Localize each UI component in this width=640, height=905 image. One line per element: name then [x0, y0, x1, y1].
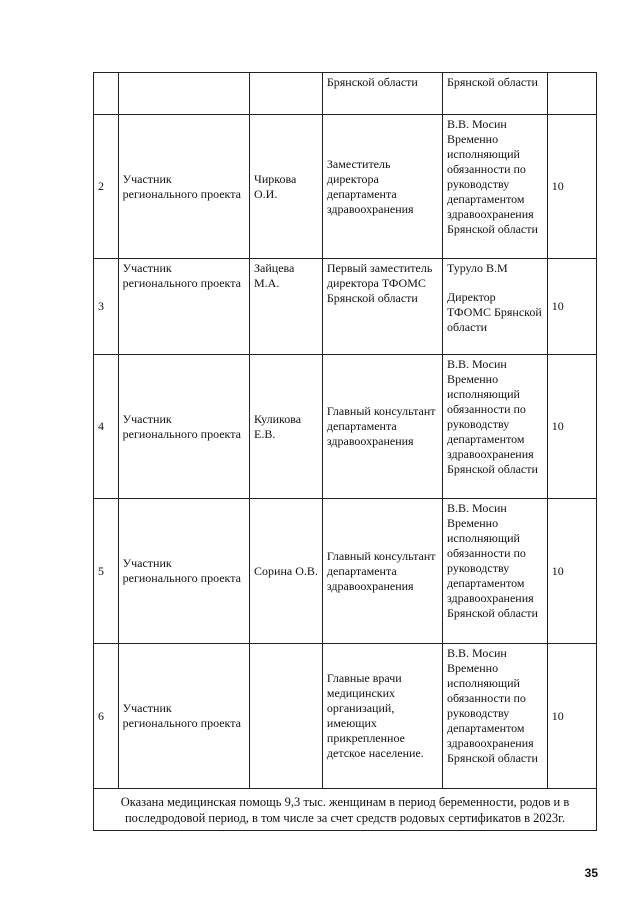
summary-text: Оказана медицинская помощь 9,3 тыс. женщинам в период беременности, родов и в последродовой период, в том числе за счет средств родовых сертификатов в 2023г. [94, 789, 597, 831]
results-table [93, 72, 597, 831]
page-number: 35 [584, 866, 598, 880]
cell-name: Зайцева М.А. [250, 259, 323, 355]
cell-score: 10 [547, 355, 596, 499]
cell-role: Участник регионального проекта [118, 644, 249, 789]
cell-name: Сорина О.В. [250, 499, 323, 644]
cell-num: 3 [94, 259, 119, 355]
cell-num: 5 [94, 499, 119, 644]
cell-num [94, 73, 119, 115]
cell-name [250, 73, 323, 115]
cell-position: Заместитель директора департамента здравоохранения [322, 115, 442, 259]
supervisor-name: В.В. Мосин [446, 357, 507, 371]
cell-role: Участник регионального проекта [118, 355, 249, 499]
table-row [94, 499, 597, 644]
cell-supervisor [442, 355, 547, 499]
cell-supervisor [442, 259, 547, 355]
supervisor-name: В.В. Мосин [446, 117, 507, 131]
supervisor-name: В.В. Мосин [446, 501, 507, 515]
cell-position: Первый заместитель директора ТФОМС Брянской области [322, 259, 442, 355]
cell-name [250, 644, 323, 789]
cell-name: Чиркова О.И. [250, 115, 323, 259]
cell-position: Главный консультант департамента здравоохранения [322, 355, 442, 499]
cell-num: 6 [94, 644, 119, 789]
cell-supervisor [442, 644, 547, 789]
cell-num: 4 [94, 355, 119, 499]
cell-position: Главные врачи медицинских организаций, имеющих прикрепленное детское население. [322, 644, 442, 789]
supervisor-title: Временно исполняющий обязанности по руководству департаментом здравоохранения Брянской области [446, 372, 538, 476]
cell-name: Куликова Е.В. [250, 355, 323, 499]
cell-role: Участник регионального проекта [118, 259, 249, 355]
summary-row [94, 789, 597, 831]
cell-score [547, 73, 596, 115]
cell-score: 10 [547, 115, 596, 259]
cell-supervisor: Брянской области [442, 73, 547, 115]
supervisor-title: Временно исполняющий обязанности по руководству департаментом здравоохранения Брянской области [446, 516, 538, 620]
table-row-continuation [94, 73, 597, 115]
cell-role [118, 73, 249, 115]
cell-position: Брянской области [322, 73, 442, 115]
cell-position: Главный консультант департамента здравоохранения [322, 499, 442, 644]
cell-score: 10 [547, 259, 596, 355]
cell-role: Участник регионального проекта [118, 499, 249, 644]
supervisor-name: Туруло В.М [446, 261, 508, 275]
table-row [94, 355, 597, 499]
table-row [94, 115, 597, 259]
cell-score: 10 [547, 499, 596, 644]
cell-score: 10 [547, 644, 596, 789]
cell-supervisor [442, 499, 547, 644]
table-row [94, 259, 597, 355]
cell-supervisor [442, 115, 547, 259]
cell-role: Участник регионального проекта [118, 115, 249, 259]
supervisor-title: Временно исполняющий обязанности по руководству департаментом здравоохранения Брянской области [446, 132, 538, 236]
supervisor-title: Временно исполняющий обязанности по руководству департаментом здравоохранения Брянской области [446, 661, 538, 765]
supervisor-title: Директор ТФОМС Брянской области [446, 290, 542, 334]
supervisor-name: В.В. Мосин [446, 646, 507, 660]
cell-num: 2 [94, 115, 119, 259]
table-row [94, 644, 597, 789]
